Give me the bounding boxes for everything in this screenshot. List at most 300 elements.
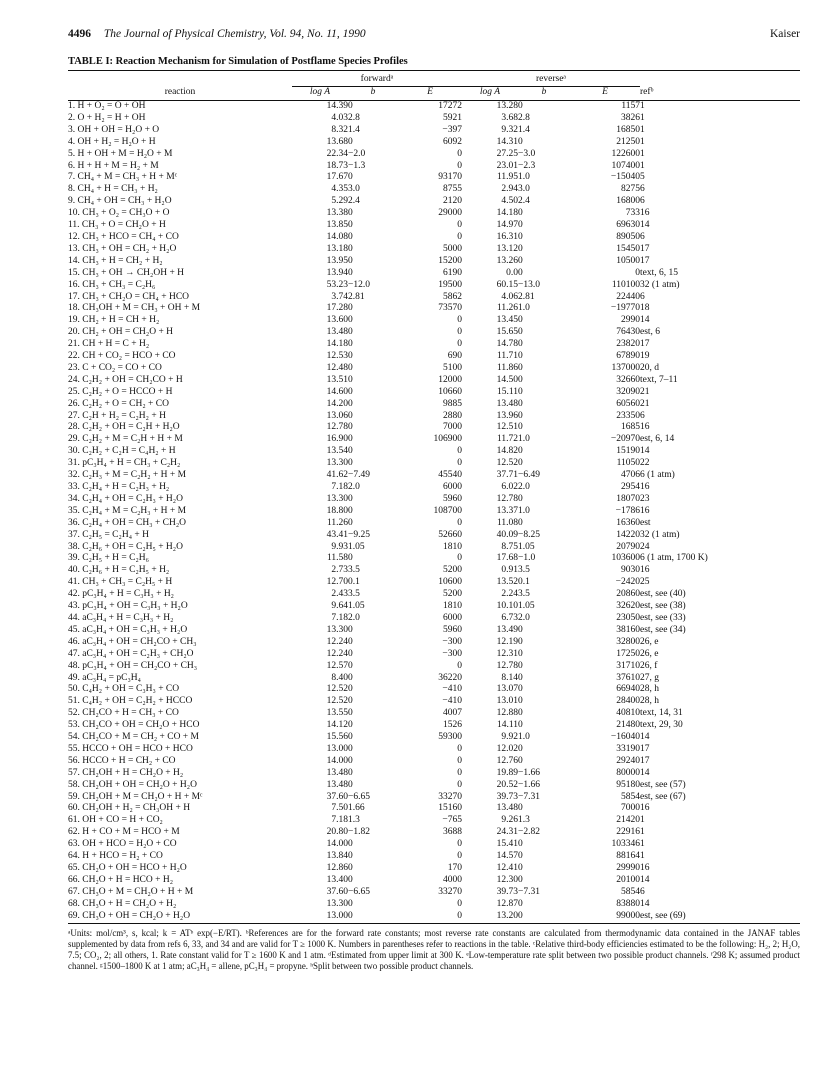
cell-rev-b: 0 — [518, 351, 523, 362]
cell-reaction: 49. aC₃H₄ = pC₃H₄ — [68, 672, 141, 683]
cell-ref: 16 — [640, 565, 650, 576]
cell-fwd-logA: 8.40 — [331, 672, 348, 683]
cell-fwd-b: 0 — [348, 101, 353, 111]
cell-rev-E: 23050 — [616, 612, 640, 623]
table-row — [68, 851, 800, 863]
table-row — [68, 506, 800, 518]
cell-fwd-logA: 13.95 — [326, 255, 348, 266]
table-row — [68, 280, 800, 292]
table-row — [68, 434, 800, 446]
col-reverse-logA: log A — [462, 87, 518, 101]
cell-rev-b: −7.31 — [518, 886, 540, 897]
table-row — [68, 446, 800, 458]
cell-rev-logA: 9.32 — [501, 124, 518, 135]
cell-rev-logA: 14.97 — [496, 220, 518, 231]
cell-rev-E: 16850 — [616, 124, 640, 135]
cell-rev-logA: 39.73 — [496, 886, 518, 897]
cell-fwd-logA: 13.40 — [326, 874, 348, 885]
cell-ref: est — [640, 517, 651, 528]
cell-fwd-b: 0 — [348, 410, 353, 421]
cell-fwd-logA: 17.28 — [326, 303, 348, 314]
cell-reaction: 8. CH₄ + H = CH₃ + H₂ — [68, 184, 158, 195]
cell-ref: text, 6, 15 — [640, 267, 678, 278]
cell-rev-E: 17250 — [616, 648, 640, 659]
cell-fwd-E: 0 — [457, 148, 462, 159]
cell-fwd-b: 0 — [348, 624, 353, 635]
cell-reaction: 60. CH₂OH + H₂ = CH₃OH + H — [68, 803, 191, 814]
cell-fwd-logA: 3.74 — [331, 291, 348, 302]
cell-reaction: 45. aC₃H₄ + OH = C₃H₃ + H₂O — [68, 624, 188, 635]
cell-rev-b: 0 — [518, 315, 523, 326]
table-row — [68, 161, 800, 173]
cell-rev-logA: 13.20 — [462, 911, 518, 923]
table-row — [68, 351, 800, 363]
cell-rev-logA: 15.11 — [496, 386, 518, 397]
cell-rev-E: 99000 — [570, 911, 640, 923]
cell-reaction: 57. CH₂OH + H = CH₂O + H₂ — [68, 767, 184, 778]
cell-rev-logA: 4.06 — [501, 291, 518, 302]
cell-rev-E: 18070 — [616, 493, 640, 504]
cell-fwd-b: 0 — [348, 231, 353, 242]
cell-reaction: 47. aC₃H₄ + OH = C₂H₃ + CH₂O — [68, 648, 194, 659]
cell-reaction: 1. H + O₂ = O + OH — [68, 101, 146, 111]
cell-fwd-logA: 12.52 — [326, 696, 348, 707]
table-row — [68, 172, 800, 184]
cell-rev-E: −19770 — [610, 303, 640, 314]
cell-fwd-logA: 9.93 — [331, 541, 348, 552]
table-row — [68, 839, 800, 851]
cell-rev-logA: 14.11 — [496, 720, 518, 731]
table-row — [68, 339, 800, 351]
cell-rev-logA: 27.25 — [496, 148, 518, 159]
cell-ref: est, see (38) — [640, 601, 686, 612]
table-row — [68, 518, 800, 530]
cell-reaction: 69. CH₃O + OH = CH₂O + H₂O — [68, 911, 292, 923]
cell-fwd-logA: 13.54 — [326, 446, 348, 457]
cell-fwd-E: 0 — [457, 755, 462, 766]
cell-reaction: 32. C₂H₃ + M = C₂H₂ + H + M — [68, 470, 187, 481]
cell-rev-E: 22440 — [616, 291, 640, 302]
cell-rev-logA: 14.50 — [496, 374, 518, 385]
cell-fwd-E: 0 — [457, 339, 462, 350]
cell-rev-b: 0 — [518, 422, 523, 433]
cell-fwd-logA: 53.23 — [326, 279, 348, 290]
cell-rev-logA: 13.26 — [496, 255, 518, 266]
cell-ref: 28, h — [640, 696, 659, 707]
cell-rev-E: 21250 — [616, 136, 640, 147]
cell-ref: 1 — [640, 124, 645, 135]
cell-rev-logA: 14.18 — [496, 208, 518, 219]
table-row — [68, 863, 800, 875]
cell-rev-E: 10500 — [616, 255, 640, 266]
cell-rev-logA: 13.28 — [496, 101, 518, 111]
cell-rev-E: 23350 — [616, 410, 640, 421]
cell-reaction: 6. H + H + M = H₂ + M — [68, 160, 159, 171]
cell-fwd-b: 0 — [348, 303, 353, 314]
cell-fwd-b: 0 — [348, 493, 353, 504]
cell-rev-b: −13.0 — [518, 279, 540, 290]
cell-ref: 18 — [640, 303, 650, 314]
cell-reaction: 64. H + HCO = H₂ + CO — [68, 851, 163, 862]
cell-rev-E: 22916 — [616, 827, 640, 838]
cell-rev-b: 0 — [518, 339, 523, 350]
cell-rev-b: 0 — [518, 624, 523, 635]
cell-ref: 25 — [640, 577, 650, 588]
cell-fwd-b: 0 — [348, 517, 353, 528]
cell-rev-E: 110100 — [611, 279, 640, 290]
cell-fwd-E: 6000 — [443, 482, 462, 492]
cell-reaction: 63. OH + HCO = H₂O + CO — [68, 839, 177, 850]
cell-rev-logA: 12.31 — [496, 648, 518, 659]
cell-fwd-E: 0 — [457, 220, 462, 231]
cell-ref: 16 — [640, 482, 650, 492]
cell-rev-E: 0 — [635, 267, 640, 278]
cell-fwd-logA: 2.73 — [331, 565, 348, 576]
cell-rev-E: −2420 — [615, 577, 640, 588]
cell-fwd-b: 0 — [348, 172, 353, 183]
cell-rev-E: 37610 — [616, 672, 640, 683]
cell-fwd-b: 0 — [348, 708, 353, 719]
page-number: 4496 — [68, 28, 91, 40]
running-author: Kaiser — [769, 28, 800, 40]
cell-fwd-logA: 13.48 — [326, 327, 348, 338]
table-row — [68, 494, 800, 506]
cell-rev-E: 7000 — [621, 803, 640, 814]
table-caption: TABLE I: Reaction Mechanism for Simulation of Postflame Species Profiles — [68, 56, 408, 67]
cell-fwd-E: 5200 — [443, 589, 462, 600]
table-row — [68, 315, 800, 327]
cell-rev-E: 15190 — [616, 446, 640, 457]
cell-fwd-E: 45540 — [438, 470, 462, 481]
cell-fwd-logA: 14.39 — [326, 101, 348, 111]
cell-ref: 1 — [640, 101, 645, 111]
cell-rev-logA: 4.50 — [501, 196, 518, 207]
cell-ref: 6 — [640, 184, 645, 195]
cell-rev-b: 0 — [518, 446, 523, 457]
cell-ref: 6 — [640, 410, 645, 421]
cell-fwd-b: 0 — [348, 386, 353, 397]
cell-fwd-b: 3.0 — [348, 184, 360, 195]
cell-rev-logA: 14.78 — [496, 339, 518, 350]
cell-fwd-b: 0 — [348, 839, 353, 850]
cell-fwd-logA: 9.64 — [331, 601, 348, 612]
cell-rev-b: 1.0 — [518, 434, 530, 445]
cell-fwd-E: 0 — [457, 743, 462, 754]
cell-ref: est, 6 — [640, 327, 661, 338]
cell-rev-b: 1.4 — [518, 124, 530, 135]
cell-ref: 17 — [640, 743, 650, 754]
cell-rev-b: 2.0 — [518, 482, 530, 492]
cell-fwd-logA: 12.24 — [326, 636, 348, 647]
cell-rev-b: 0 — [518, 398, 523, 409]
table-row — [68, 184, 800, 196]
cell-fwd-logA: 14.20 — [326, 398, 348, 409]
cell-ref: 26, f — [640, 660, 658, 671]
cell-rev-logA: 13.52 — [496, 577, 518, 588]
cell-rev-b: 0 — [518, 648, 523, 659]
reaction-rows — [68, 101, 800, 924]
cell-fwd-logA: 13.48 — [326, 779, 348, 790]
cell-fwd-b: 0 — [348, 660, 353, 671]
cell-fwd-E: 3688 — [443, 827, 462, 838]
cell-rev-E: 9030 — [621, 565, 640, 576]
cell-fwd-logA: 12.24 — [326, 648, 348, 659]
cell-fwd-b: 1.4 — [348, 124, 360, 135]
cell-reaction: 61. OH + CO = H + CO₂ — [68, 815, 163, 826]
cell-reaction: 20. CH₂ + OH = CH₂O + H — [68, 327, 174, 338]
cell-ref: 17 — [640, 339, 650, 350]
table-row — [68, 256, 800, 268]
table-row — [68, 327, 800, 339]
cell-fwd-E: 4007 — [443, 708, 462, 719]
cell-rev-b: 0 — [518, 911, 570, 923]
cell-rev-E: 5854 — [621, 791, 640, 802]
cell-fwd-b: 0 — [348, 696, 353, 707]
cell-rev-E: 95180 — [616, 779, 640, 790]
cell-rev-logA: 17.68 — [496, 553, 518, 564]
cell-reaction: 31. pC₃H₄ + H = CH₃ + C₂H₂ — [68, 458, 181, 469]
cell-fwd-E: 2120 — [443, 196, 462, 207]
cell-fwd-logA: 7.50 — [331, 803, 348, 814]
cell-rev-E: 1685 — [621, 422, 640, 433]
cell-rev-E: 16800 — [616, 196, 640, 207]
cell-ref: 32 (1 atm) — [640, 529, 680, 540]
cell-reaction: 42. pC₃H₄ + H = C₃H₃ + H₂ — [68, 589, 174, 600]
cell-reaction: 11. CH₃ + O = CH₂O + H — [68, 220, 166, 231]
cell-reaction: 29. C₂H₂ + M = C₂H + H + M — [68, 434, 183, 445]
cell-rev-logA: 13.49 — [496, 624, 518, 635]
cell-ref: 1 — [640, 839, 645, 850]
cell-fwd-E: 2880 — [443, 410, 462, 421]
cell-fwd-logA: 5.29 — [331, 196, 348, 207]
cell-ref: 21 — [640, 398, 650, 409]
cell-rev-E: 4706 — [621, 470, 640, 481]
cell-fwd-b: −9.25 — [348, 529, 370, 540]
cell-rev-b: 0 — [518, 660, 523, 671]
cell-fwd-b: 0 — [348, 911, 398, 923]
cell-fwd-logA: 18.73 — [326, 160, 348, 171]
table-row — [68, 673, 800, 685]
table-row — [68, 553, 800, 565]
table-row — [68, 220, 800, 232]
cell-fwd-E: 8755 — [443, 184, 462, 195]
cell-fwd-logA: 13.51 — [326, 374, 348, 385]
table-row — [68, 292, 800, 304]
cell-rev-logA: 11.26 — [496, 303, 518, 314]
cell-fwd-b: −7.49 — [348, 470, 370, 481]
reaction-table — [68, 70, 800, 924]
table-row — [68, 363, 800, 375]
cell-rev-E: 5854 — [621, 886, 640, 897]
cell-fwd-E: 0 — [398, 911, 462, 923]
cell-rev-E: −1786 — [615, 505, 640, 516]
cell-ref: 16 — [640, 863, 650, 873]
cell-fwd-b: 0 — [348, 767, 353, 778]
cell-fwd-E: 5100 — [443, 362, 462, 373]
cell-fwd-logA: 12.53 — [326, 351, 348, 362]
cell-rev-E: 733 — [625, 208, 640, 219]
cell-rev-E: 21420 — [616, 815, 640, 826]
cell-fwd-b: 0 — [348, 851, 353, 862]
cell-reaction: 9. CH₄ + OH = CH₃ + H₂O — [68, 196, 172, 207]
cell-fwd-logA: 13.85 — [326, 220, 348, 231]
cell-rev-E: 83880 — [616, 898, 640, 909]
col-forward-logA: log A — [292, 87, 348, 101]
cell-fwd-E: 1810 — [443, 541, 462, 552]
cell-fwd-b: 1.3 — [348, 815, 360, 826]
cell-rev-b: 3.5 — [518, 565, 530, 576]
cell-rev-E: 103600 — [611, 553, 640, 564]
cell-fwd-E: 10600 — [438, 577, 462, 588]
cell-fwd-logA: 13.06 — [326, 410, 348, 421]
cell-rev-logA: 12.41 — [496, 863, 518, 873]
cell-ref: 14 — [640, 732, 650, 743]
cell-fwd-E: 0 — [457, 767, 462, 778]
table-row — [68, 613, 800, 625]
cell-fwd-b: 0 — [348, 505, 353, 516]
cell-fwd-logA: 13.30 — [326, 493, 348, 504]
cell-rev-logA: 13.07 — [496, 684, 518, 695]
table-row — [68, 756, 800, 768]
cell-rev-logA: 3.68 — [501, 112, 518, 123]
cell-fwd-b: 0 — [348, 220, 353, 231]
cell-rev-logA: 13.01 — [496, 696, 518, 707]
cell-fwd-E: −300 — [442, 636, 462, 647]
cell-rev-E: 14220 — [616, 529, 640, 540]
cell-ref: est, 6, 14 — [640, 434, 675, 445]
cell-fwd-b: 0 — [348, 446, 353, 457]
cell-fwd-logA: 14.00 — [326, 755, 348, 766]
cell-rev-logA: 13.12 — [496, 243, 518, 254]
cell-rev-E: 29240 — [616, 755, 640, 766]
cell-fwd-E: 17272 — [438, 101, 462, 111]
cell-rev-logA: 12.87 — [496, 898, 518, 909]
cell-rev-E: 76430 — [616, 327, 640, 338]
cell-fwd-logA: 13.94 — [326, 267, 348, 278]
cell-rev-E: 137000 — [611, 362, 640, 373]
cell-rev-logA: 24.31 — [496, 827, 518, 838]
cell-rev-logA: 12.52 — [496, 458, 518, 469]
cell-fwd-E: 0 — [457, 779, 462, 790]
table-row — [68, 792, 800, 804]
cell-rev-E: 15450 — [616, 243, 640, 254]
cell-fwd-b: 1.05 — [348, 541, 365, 552]
cell-ref: text, 29, 30 — [640, 720, 683, 731]
cell-fwd-b: 0 — [348, 136, 353, 147]
table-row — [68, 565, 800, 577]
cell-fwd-b: 0 — [348, 267, 353, 278]
col-reverse-b: b — [518, 87, 570, 101]
cell-rev-logA: 9.26 — [501, 815, 518, 826]
running-header — [68, 28, 800, 48]
cell-rev-b: 0 — [518, 231, 523, 242]
cell-rev-b: 0 — [518, 255, 523, 266]
cell-ref: 19 — [640, 351, 650, 362]
cell-fwd-E: 0 — [457, 327, 462, 338]
cell-fwd-logA: 13.60 — [326, 315, 348, 326]
cell-rev-b: 0 — [518, 720, 523, 731]
col-forward-b: b — [348, 87, 398, 101]
cell-rev-E: 69630 — [616, 220, 640, 231]
cell-reaction: 33. C₂H₄ + H = C₂H₃ + H₂ — [68, 482, 170, 492]
cell-fwd-E: 93170 — [438, 172, 462, 183]
cell-rev-E: 2954 — [621, 482, 640, 492]
cell-rev-E: 11050 — [616, 458, 640, 469]
cell-fwd-logA: 18.80 — [326, 505, 348, 516]
journal-citation: The Journal of Physical Chemistry, Vol. 94, No. 11, 1990 — [103, 28, 366, 40]
cell-rev-E: 32090 — [616, 386, 640, 397]
cell-fwd-E: 36220 — [438, 672, 462, 683]
table-row — [68, 661, 800, 673]
table-row — [68, 458, 800, 470]
cell-rev-E: 8275 — [621, 184, 640, 195]
cell-fwd-logA: 13.38 — [326, 208, 348, 219]
cell-fwd-logA: 13.00 — [292, 911, 348, 923]
cell-fwd-E: 5200 — [443, 565, 462, 576]
cell-fwd-logA: 11.58 — [326, 553, 348, 564]
cell-rev-logA: 11.72 — [496, 434, 518, 445]
cell-fwd-logA: 12.86 — [326, 863, 348, 873]
cell-ref: est, see (34) — [640, 624, 686, 635]
cell-reaction: 2. O + H₂ = H + OH — [68, 112, 146, 123]
cell-ref: 20, d — [640, 362, 659, 373]
cell-rev-E: 32620 — [616, 601, 640, 612]
cell-reaction: 54. CH₂CO + M = CH₂ + CO + M — [68, 732, 199, 743]
cell-fwd-logA: 15.56 — [326, 732, 348, 743]
cell-rev-E: 67890 — [616, 351, 640, 362]
cell-rev-b: 1.3 — [518, 815, 530, 826]
table-row — [68, 113, 800, 125]
cell-ref: 16 — [640, 208, 650, 219]
cell-reaction: 16. CH₃ + CH₃ = C₂H₆ — [68, 279, 156, 290]
cell-rev-logA: 16.31 — [496, 231, 518, 242]
cell-ref: 1 — [640, 148, 645, 159]
cell-ref: 6 (1 atm) — [640, 470, 675, 481]
cell-fwd-b: 0 — [348, 636, 353, 647]
cell-fwd-b: 0 — [348, 732, 353, 743]
cell-fwd-logA: 2.43 — [331, 589, 348, 600]
cell-fwd-logA: 12.70 — [326, 577, 348, 588]
cell-ref: 1 — [640, 851, 645, 862]
cell-fwd-E: 690 — [447, 351, 462, 362]
cell-rev-logA: 14.31 — [496, 136, 518, 147]
cell-fwd-E: 6190 — [443, 267, 462, 278]
cell-ref: 16 — [640, 422, 650, 433]
table-row — [68, 732, 800, 744]
cell-ref: 27, g — [640, 672, 659, 683]
cell-ref: 32 (1 atm) — [640, 279, 680, 290]
cell-fwd-E: 33270 — [438, 791, 462, 802]
cell-fwd-E: 5862 — [443, 291, 462, 302]
cell-rev-logA: 13.45 — [496, 315, 518, 326]
table-row — [68, 696, 800, 708]
cell-fwd-logA: 7.18 — [331, 815, 348, 826]
cell-ref: 6 — [640, 291, 645, 302]
cell-reaction: 25. C₂H₂ + O = HCCO + H — [68, 386, 173, 397]
cell-rev-b: 0 — [518, 743, 523, 754]
cell-fwd-logA: 13.55 — [326, 708, 348, 719]
cell-fwd-b: 0 — [348, 648, 353, 659]
cell-reaction: 43. pC₃H₄ + OH = C₃H₃ + H₂O — [68, 601, 188, 612]
cell-fwd-logA: 13.18 — [326, 243, 348, 254]
table-row — [68, 768, 800, 780]
cell-rev-logA: 6.02 — [501, 482, 518, 492]
cell-fwd-logA: 12.78 — [326, 422, 348, 433]
cell-rev-b: 2.4 — [518, 196, 530, 207]
cell-reaction: 66. CH₂O + H = HCO + H₂ — [68, 874, 174, 885]
cell-rev-b: 0 — [518, 803, 523, 814]
cell-ref: 26, e — [640, 636, 659, 647]
